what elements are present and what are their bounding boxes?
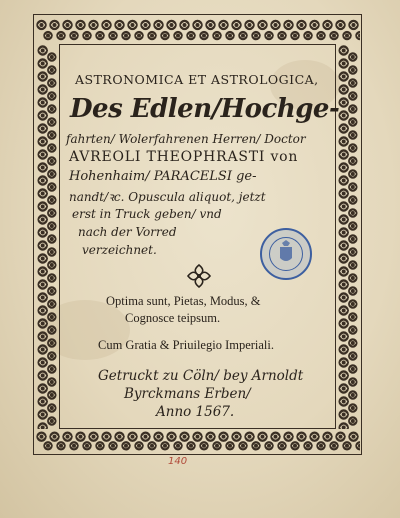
title-line: verzeichnet. [82,243,157,257]
title-line: nandt/ꝛc. Opuscula aliquot, jetzt [69,190,266,204]
privilege-line: Cum Gratia & Priuilegio Imperiali. [98,338,275,352]
title-line: nach der Vorred [78,225,177,239]
author-line: Hohenhaim/ PARACELSI ge- [69,169,257,184]
pencil-annotation: 140 [168,456,188,467]
motto-line: Optima sunt, Pietas, Modus, & [106,294,261,308]
ornament-band-left [35,44,59,429]
title-german-heading: Des Edlen/Hochge- [70,94,340,124]
motto-line: Cognosce teipsum. [125,311,221,325]
imprint-line: Getruckt zu Cöln/ bey Arnoldt [98,368,304,384]
title-line: fahrten/ Wolerfahrenen Herren/ Doctor [66,132,306,146]
author-name: AVREOLI THEOPHRASTI von [69,149,299,165]
ornament-band-top [35,16,360,44]
imprint-date: Anno 1567. [156,404,235,420]
imprint-line: Byrckmans Erben/ [124,386,251,402]
library-stamp [260,228,312,280]
fleuron-icon [186,263,212,289]
crest-icon [262,230,310,278]
ornament-band-right [336,44,360,429]
title-line: erst in Truck geben/ vnd [72,207,222,221]
title-latin: ASTRONOMICA ET ASTROLOGICA, [75,72,319,87]
ornament-band-bottom [35,429,360,453]
